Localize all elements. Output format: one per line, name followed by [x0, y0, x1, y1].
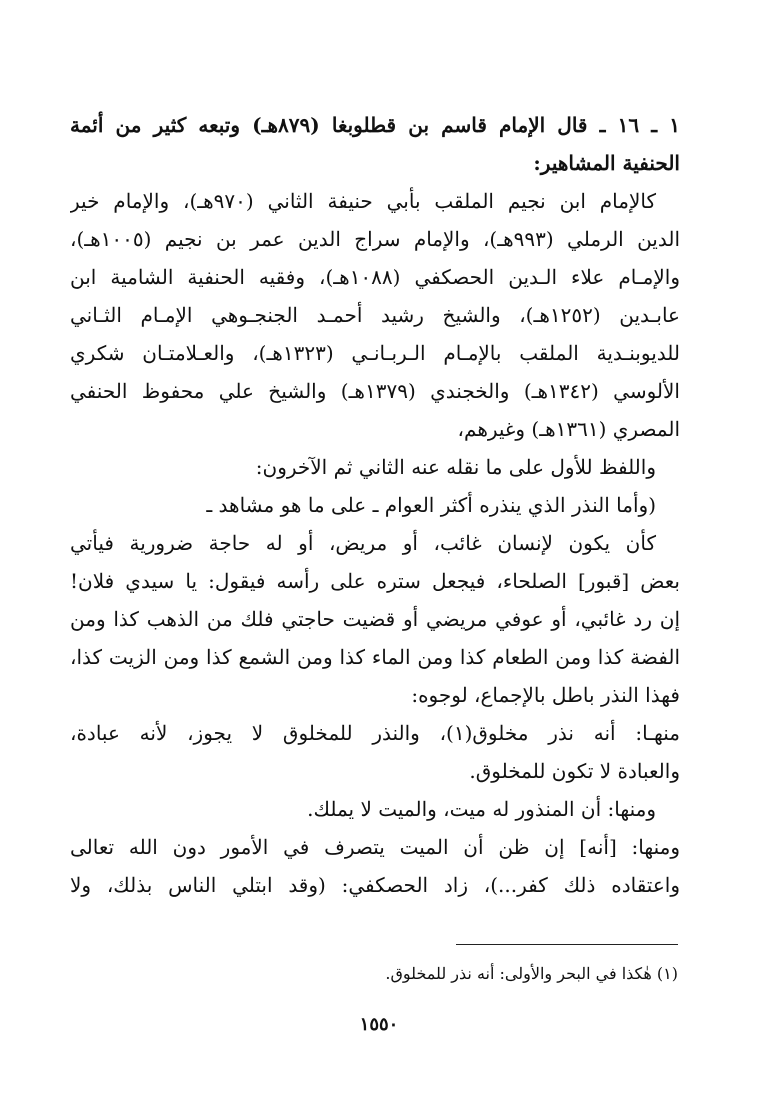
text-line: والإمـام علاء الـدين الحصكفي (١٠٨٨هـ)، وفقيه الحنفية الشامية ابن: [70, 265, 680, 289]
text-line: ومنها: [أنه] إن ظن أن الميت يتصرف في الأمور دون الله تعالى: [70, 835, 680, 859]
text-line: الدين الرملي (٩٩٣هـ)، والإمام سراج الدين عمر بن نجيم (١٠٠٥هـ)،: [70, 227, 680, 251]
text-line: منهـا: أنه نذر مخلوق(١)، والنذر للمخلوق لا يجوز، لأنه عبادة،: [70, 721, 680, 745]
text-line: فهذا النذر باطل بالإجماع، لوجوه:: [411, 683, 680, 707]
text-line: الحنفية المشاهير:: [533, 151, 680, 175]
text-line: إن رد غائبي، أو عوفي مريضي أو قضيت حاجتي فلك من الذهب كذا ومن: [70, 607, 680, 631]
text-line: المصري (١٣٦١هـ) وغيرهم،: [457, 417, 680, 441]
text-line: الألوسي (١٣٤٢هـ) والخجندي (١٣٧٩هـ) والشيخ علي محفوظ الحنفي: [70, 379, 680, 403]
text-line: عابـدين (١٢٥٢هـ)، والشيخ رشيد أحمـد الجنجـوهي الإمـام الثـاني: [70, 303, 680, 327]
text-line: كأن يكون لإنسان غائب، أو مريض، أو له حاجة ضرورية فيأتي: [70, 531, 656, 555]
text-line: الفضة كذا ومن الطعام كذا ومن الماء كذا ومن الشمع كذا ومن الزيت كذا،: [70, 645, 680, 669]
text-line: واللفظ للأول على ما نقله عنه الثاني ثم الآخرون:: [255, 455, 656, 479]
text-line: كالإمام ابن نجيم الملقب بأبي حنيفة الثاني (٩٧٠هـ)، والإمام خير: [70, 189, 657, 213]
footnote: (١) هٰكذا في البحر والأولى: أنه نذر للمخلوق.: [385, 964, 678, 983]
page-number: ١٥٥٠: [359, 1014, 399, 1035]
text-line: بعض [قبور] الصلحاء، فيجعل ستره على رأسه فيقول: يا سيدي فلان!: [70, 569, 680, 593]
text-line: واعتقاده ذلك كفر...)، زاد الحصكفي: (وقد ابتلي الناس بذلك، ولا: [70, 873, 680, 897]
text-line: (وأما النذر الذي ينذره أكثر العوام ـ على ما هو مشاهد ـ: [206, 493, 656, 517]
text-line: ١ ـ ١٦ ـ قال الإمام قاسم بن قطلوبغا (٨٧٩هـ) وتبعه كثير من أئمة: [70, 113, 680, 137]
text-line: للديوبنـدية الملقب بالإمـام الـربـانـي (١٣٢٣هـ)، والعـلامتـان شكري: [70, 341, 680, 365]
footnote-divider: [456, 944, 678, 945]
text-line: والعبادة لا تكون للمخلوق.: [469, 759, 680, 783]
text-line: ومنها: أن المنذور له ميت، والميت لا يملك.: [307, 797, 656, 821]
